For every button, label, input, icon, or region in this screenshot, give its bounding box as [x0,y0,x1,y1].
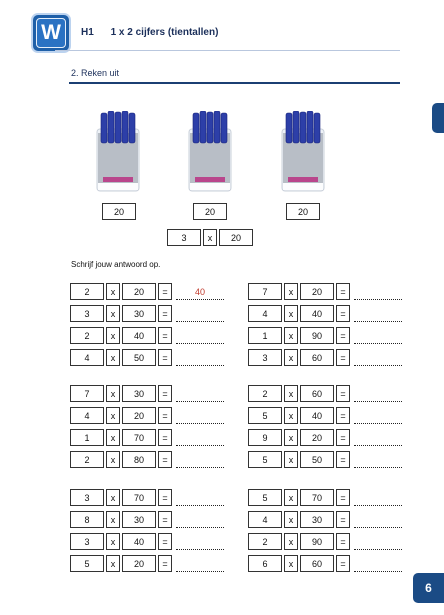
exercise-row [70,385,230,402]
exercise-row [248,533,408,550]
times-sign-box: x [106,489,120,506]
exercise-row [248,305,408,322]
value-box: 80 [122,451,156,468]
answer-field[interactable] [176,350,224,366]
factor-box: 5 [70,555,104,572]
times-sign-box: x [106,533,120,550]
value-box: 90 [300,327,334,344]
value-box: 20 [122,283,156,300]
workbook-logo [31,13,71,53]
answer-field[interactable] [354,284,402,300]
answer-field[interactable] [354,306,402,322]
pen-pack-icon [95,111,141,193]
equals-sign-box: = [336,533,350,550]
equals-sign-box: = [158,533,172,550]
exercise-row [248,555,408,572]
factor-box: 5 [248,451,282,468]
side-tab [432,103,444,133]
times-sign-box: x [106,429,120,446]
value-box: 40 [300,305,334,322]
times-sign-box: x [106,305,120,322]
equals-sign-box: = [158,511,172,528]
value-box: 70 [300,489,334,506]
value-box: 20 [219,229,253,246]
page-number: 6 [413,573,444,603]
value-box: 60 [300,385,334,402]
factor-box: 4 [70,407,104,424]
exercise-row [248,385,408,402]
value-box: 70 [122,429,156,446]
value-box: 20 [300,283,334,300]
equals-sign-box: = [336,283,350,300]
factor-box: 3 [248,349,282,366]
factor-box: 2 [70,327,104,344]
exercise-row [70,305,230,322]
equals-sign-box: = [336,451,350,468]
answer-field[interactable] [354,350,402,366]
equals-sign-box: = [336,489,350,506]
answer-field[interactable] [354,452,402,468]
value-box: 30 [122,305,156,322]
value-box: 30 [122,385,156,402]
answer-field[interactable] [176,512,224,528]
equals-sign-box: = [158,349,172,366]
times-sign-box: x [284,283,298,300]
value-box: 70 [122,489,156,506]
chapter-heading [81,27,218,38]
value-box: 20 [122,555,156,572]
exercise-row [70,349,230,366]
factor-box: 3 [70,533,104,550]
answer-field[interactable] [176,306,224,322]
times-sign-box: x [284,489,298,506]
equals-sign-box: = [336,349,350,366]
equals-sign-box: = [158,555,172,572]
answer-field[interactable] [176,386,224,402]
factor-box: 2 [248,385,282,402]
exercise-row [70,429,230,446]
equals-sign-box: = [158,385,172,402]
answer-field[interactable] [176,430,224,446]
exercise-row [70,451,230,468]
factor-box: 3 [70,305,104,322]
factor-box: 3 [167,229,201,246]
exercise-row [248,407,408,424]
factor-box: 4 [70,349,104,366]
times-sign-box: x [106,407,120,424]
factor-box: 7 [70,385,104,402]
equals-sign-box: = [336,429,350,446]
value-box: 50 [122,349,156,366]
exercise-row [248,429,408,446]
times-sign-box: x [284,327,298,344]
answer-field[interactable] [176,556,224,572]
exercise-row [248,327,408,344]
value-box: 60 [300,555,334,572]
section-divider [69,82,400,84]
value-box: 40 [122,327,156,344]
pen-pack-icon [187,111,233,193]
exercise-row [248,451,408,468]
times-sign-box: x [284,511,298,528]
value-box: 20 [300,429,334,446]
exercise-row [248,489,408,506]
answer-field[interactable]: 40 [176,284,224,300]
factor-box: 1 [248,327,282,344]
factor-box: 5 [248,489,282,506]
answer-field[interactable] [176,328,224,344]
exercise-row [70,555,230,572]
times-sign-box: x [284,451,298,468]
answer-field[interactable] [354,386,402,402]
answer-field[interactable] [176,452,224,468]
factor-box: 4 [248,305,282,322]
answer-field[interactable] [354,512,402,528]
value-box: 30 [300,511,334,528]
factor-box: 7 [248,283,282,300]
times-sign-box: x [284,407,298,424]
factor-box: 2 [248,533,282,550]
equals-sign-box: = [158,429,172,446]
equals-sign-box: = [158,407,172,424]
times-sign-box: x [284,429,298,446]
times-sign-box: x [106,283,120,300]
instruction-text: Schrijf jouw antwoord op. [71,260,161,269]
equals-sign-box: = [158,327,172,344]
answer-field[interactable] [354,556,402,572]
times-sign-box: x [106,385,120,402]
pack-value-box: 20 [193,203,227,220]
value-box: 30 [122,511,156,528]
equals-sign-box: = [158,489,172,506]
exercise-row [70,533,230,550]
times-sign-box: x [284,385,298,402]
exercise-row [70,511,230,528]
value-box: 90 [300,533,334,550]
times-sign-box: x [106,349,120,366]
times-sign-box: x [106,451,120,468]
exercise-row [70,489,230,506]
equals-sign-box: = [336,407,350,424]
equals-sign-box: = [158,305,172,322]
exercise-row [70,283,230,300]
chapter-code: H1 [81,27,94,38]
answer-field[interactable] [354,430,402,446]
times-sign-box: x [284,533,298,550]
equals-sign-box: = [158,451,172,468]
equals-sign-box: = [336,511,350,528]
factor-box: 8 [70,511,104,528]
times-sign-box: x [284,349,298,366]
exercise-row [70,327,230,344]
value-box: 60 [300,349,334,366]
answer-field[interactable] [354,534,402,550]
answer-field[interactable] [176,408,224,424]
factor-box: 6 [248,555,282,572]
answer-field[interactable] [354,490,402,506]
times-sign-box: x [284,555,298,572]
pack-value-box: 20 [102,203,136,220]
answer-field[interactable] [354,408,402,424]
value-box: 50 [300,451,334,468]
factor-box: 1 [70,429,104,446]
logo-letter: W [36,18,66,48]
pack-value-box: 20 [286,203,320,220]
factor-box: 5 [248,407,282,424]
pen-pack-icon [280,111,326,193]
equals-sign-box: = [336,555,350,572]
exercise-row [248,511,408,528]
value-box: 40 [300,407,334,424]
factor-box: 4 [248,511,282,528]
times-sign-box: x [284,305,298,322]
equals-sign-box: = [336,327,350,344]
factor-box: 9 [248,429,282,446]
equals-sign-box: = [336,305,350,322]
factor-box: 3 [70,489,104,506]
equals-sign-box: = [336,385,350,402]
value-box: 20 [122,407,156,424]
header-divider [55,50,400,51]
equals-sign-box: = [158,283,172,300]
exercise-row [70,407,230,424]
answer-field[interactable] [354,328,402,344]
answer-field[interactable] [176,490,224,506]
value-box: 40 [122,533,156,550]
exercise-row [248,283,408,300]
times-sign-box: x [203,229,217,246]
times-sign-box: x [106,511,120,528]
section-title: 2. Reken uit [71,68,120,78]
exercise-row [248,349,408,366]
times-sign-box: x [106,327,120,344]
times-sign-box: x [106,555,120,572]
answer-field[interactable] [176,534,224,550]
factor-box: 2 [70,451,104,468]
factor-box: 2 [70,283,104,300]
chapter-title: 1 x 2 cijfers (tientallen) [110,27,219,38]
